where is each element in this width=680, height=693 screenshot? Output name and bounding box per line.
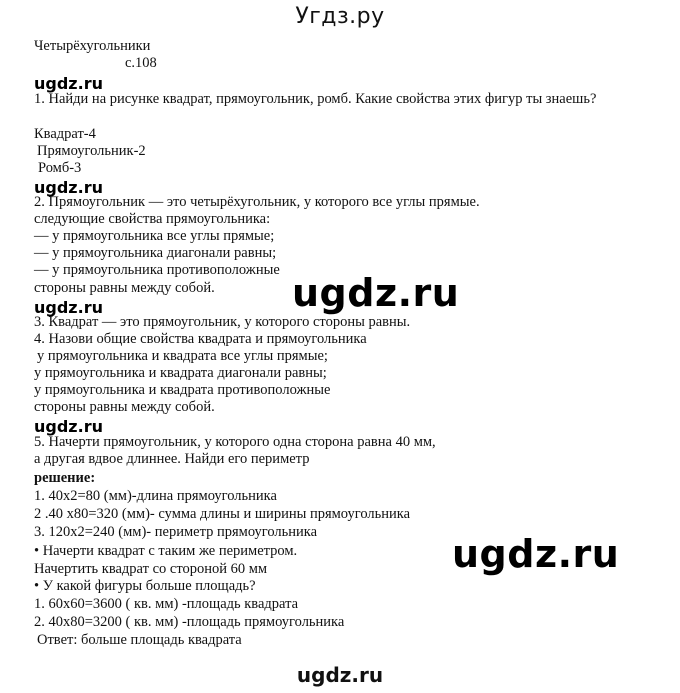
common-prop-3-cont: стороны равны между собой. xyxy=(34,399,215,415)
bullet-area-question: • У какой фигуры больше площадь? xyxy=(34,578,256,594)
question-2: 2. Прямоугольник — это четырёхугольник, у которого все углы прямые. xyxy=(34,194,480,210)
solution-step-1: 1. 40х2=80 (мм)-длина прямоугольника xyxy=(34,488,277,504)
solution-step-2: 2 .40 х80=320 (мм)- сумма длины и ширины прямоугольника xyxy=(34,506,411,522)
bullet-draw-square: • Начерти квадрат с таким же периметром. xyxy=(34,543,298,559)
draw-square-answer: Начертить квадрат со стороной 60 мм xyxy=(34,561,268,577)
topic-title: Четырёхугольники xyxy=(34,38,151,54)
watermark-large: ugdz.ru xyxy=(452,532,620,576)
rectangle-props-intro: следующие свойства прямоугольника: xyxy=(34,211,271,227)
site-footer: ugdz.ru xyxy=(296,663,384,687)
page-number: с.108 xyxy=(125,55,157,71)
answer-rhombus: Ромб-3 xyxy=(38,160,82,176)
watermark: ugdz.ru xyxy=(34,74,103,93)
common-prop-3: у прямоугольника и квадрата противоположные xyxy=(34,382,331,398)
answer-rectangle: Прямоугольник-2 xyxy=(37,143,146,159)
watermark: ugdz.ru xyxy=(34,417,103,436)
question-1: 1. Найди на рисунке квадрат, прямоугольник, ромб. Какие свойства этих фигур ты знаешь? xyxy=(34,91,597,107)
question-5: 5. Начерти прямоугольник, у которого одна сторона равна 40 мм, xyxy=(34,434,436,450)
rectangle-prop-1: — у прямоугольника все углы прямые; xyxy=(34,228,275,244)
common-prop-1: у прямоугольника и квадрата все углы прямые; xyxy=(37,348,328,364)
question-4: 4. Назови общие свойства квадрата и прямоугольника xyxy=(34,331,367,347)
question-5-cont: а другая вдвое длиннее. Найди его периметр xyxy=(34,451,310,467)
answer-square: Квадрат-4 xyxy=(34,126,96,142)
watermark: ugdz.ru xyxy=(34,178,103,197)
rectangle-prop-3-cont: стороны равны между собой. xyxy=(34,280,215,296)
solution-label: решение: xyxy=(34,470,96,486)
question-3: 3. Квадрат — это прямоугольник, у которого стороны равны. xyxy=(34,314,411,330)
site-header: Угдз.ру xyxy=(295,4,385,29)
rectangle-prop-2: — у прямоугольника диагонали равны; xyxy=(34,245,277,261)
area-rectangle: 2. 40х80=3200 ( кв. мм) -площадь прямоугольника xyxy=(34,614,345,630)
watermark: ugdz.ru xyxy=(34,298,103,317)
rectangle-prop-3: — у прямоугольника противоположные xyxy=(34,262,280,278)
common-prop-2: у прямоугольника и квадрата диагонали равны; xyxy=(34,365,327,381)
area-square: 1. 60х60=3600 ( кв. мм) -площадь квадрата xyxy=(34,596,299,612)
solution-step-3: 3. 120х2=240 (мм)- периметр прямоугольника xyxy=(34,524,318,540)
final-answer: Ответ: больше площадь квадрата xyxy=(37,632,242,648)
watermark-large: ugdz.ru xyxy=(292,271,460,315)
